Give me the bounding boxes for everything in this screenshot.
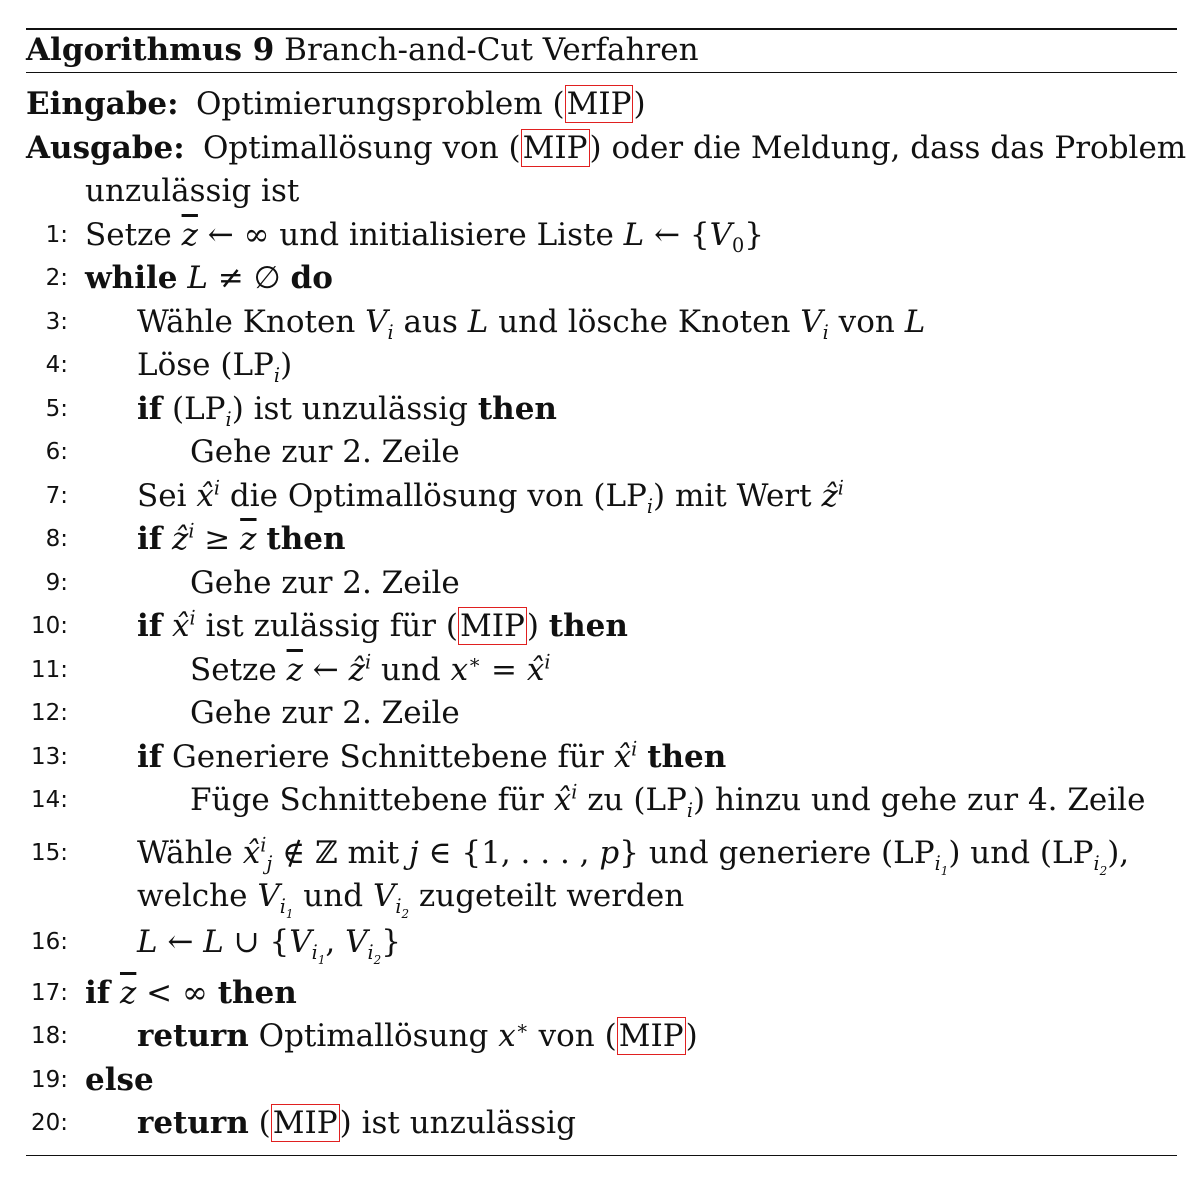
- line-number: 8:: [45, 526, 68, 552]
- line-number: 16:: [30, 929, 68, 955]
- line-code: Setze $\overline{z}$ ← ẑ$^i$ und x∗ = x̂$^i$: [190, 650, 551, 688]
- line-number: 3:: [45, 309, 68, 335]
- algorithm-label: Algorithmus 9: [26, 32, 275, 68]
- mip-ref-link[interactable]: MIP: [566, 86, 632, 122]
- line-number: 17:: [30, 980, 68, 1006]
- output-continuation: unzulässig ist: [85, 173, 300, 209]
- line-number: 6:: [45, 439, 68, 465]
- line-number: 1:: [45, 222, 68, 248]
- line-code: while L ≠ ∅ do: [85, 260, 333, 296]
- title-rule: [26, 72, 1177, 73]
- line-number: 2:: [45, 265, 68, 291]
- line-number: 9:: [45, 570, 68, 596]
- line-code: return (MIP) ist unzulässig: [137, 1105, 576, 1141]
- line-code: Gehe zur 2. Zeile: [190, 695, 460, 731]
- line-code: if Generiere Schnittebene für x̂$^i$ then: [137, 737, 727, 775]
- line-code: Setze $\overline{z}$ ← ∞ und initialisiere Liste L ← $\{V_0\}$: [85, 217, 764, 258]
- line-number: 20:: [30, 1110, 68, 1136]
- line-code: Füge Schnittebene für x̂$^i$ zu $(LP_i)$ hinzu und gehe zur 4. Zeile: [190, 780, 1146, 823]
- line-number: 10:: [30, 613, 68, 639]
- mip-ref-link[interactable]: MIP: [272, 1105, 338, 1141]
- line-number: 13:: [30, 744, 68, 770]
- algorithm-name: Branch-and-Cut Verfahren: [284, 32, 699, 68]
- line-code: Sei x̂$^i$ die Optimallösung von $(LP_i)$ mit Wert ẑ$^i$: [137, 476, 844, 519]
- algorithm-title: [26, 30, 699, 70]
- line-code: Wähle x̂$^i_j$ ∉ ℤ mit j ∈ {1, . . . , p} und generiere $(LP_{i_1})$ und $(LP_{i_2})$,: [137, 833, 1130, 879]
- line-number: 11:: [30, 657, 68, 683]
- line-code: if ẑ$^i$ ≥ $\overline{z}$ then: [137, 519, 346, 557]
- line-number: 5:: [45, 396, 68, 422]
- input-text: Optimierungsproblem (MIP): [196, 86, 646, 122]
- line-number: 14:: [30, 787, 68, 813]
- mip-ref-link[interactable]: MIP: [522, 130, 588, 166]
- line-code: Gehe zur 2. Zeile: [190, 434, 460, 470]
- input-label: Eingabe:: [26, 86, 179, 122]
- line-number: 15:: [30, 840, 68, 866]
- output-label: Ausgabe:: [26, 130, 185, 166]
- line-code: if $(LP_i)$ ist unzulässig then: [137, 391, 557, 432]
- line-number: 19:: [30, 1067, 68, 1093]
- line-code: L ← L ∪ {$V_{i_1}$, $V_{i_2}$}: [137, 924, 401, 968]
- output-text: Optimallösung von (MIP) oder die Meldung, dass das Problem: [203, 130, 1187, 166]
- line-number: 7:: [45, 483, 68, 509]
- line-code: Gehe zur 2. Zeile: [190, 565, 460, 601]
- line-code: Wähle Knoten $V_i$ aus L und lösche Knoten $V_i$ von L: [137, 304, 926, 345]
- line-code: Löse $(LP_i)$: [137, 347, 293, 388]
- line-number: 4:: [45, 352, 68, 378]
- line-code: else: [85, 1062, 154, 1098]
- mip-ref-link[interactable]: MIP: [459, 608, 525, 644]
- line-code: return Optimallösung x∗ von (MIP): [137, 1016, 698, 1054]
- mip-ref-link[interactable]: MIP: [618, 1018, 684, 1054]
- line-number: 18:: [30, 1023, 68, 1049]
- line-code: if x̂$^i$ ist zulässig für (MIP) then: [137, 606, 628, 644]
- line-code: welche $V_{i_1}$ und $V_{i_2}$ zugeteilt werden: [137, 878, 685, 922]
- line-number: 12:: [30, 700, 68, 726]
- line-code: if $\overline{z}$ < ∞ then: [85, 975, 297, 1011]
- bottom-rule: [26, 1155, 1177, 1156]
